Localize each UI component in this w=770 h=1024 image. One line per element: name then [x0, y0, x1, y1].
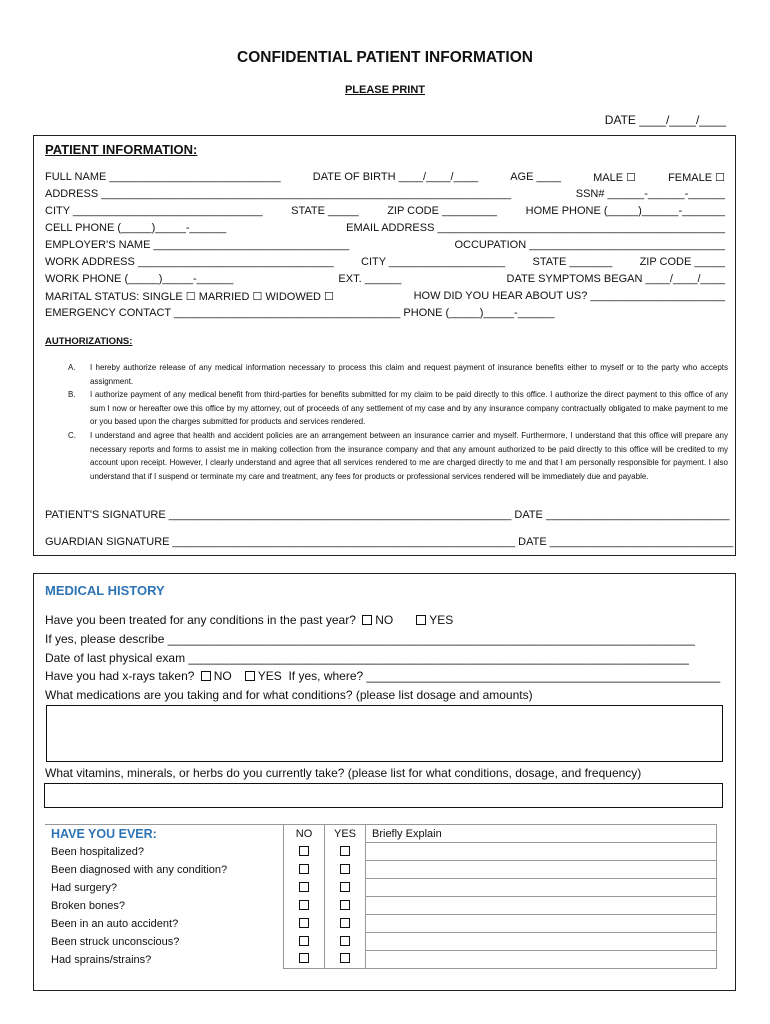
patient-info-field[interactable]: DATE OF BIRTH ____/____/____	[312, 171, 479, 183]
patient-info-row	[45, 290, 725, 303]
authorization-text: I understand and agree that health and accident policies are an arrangement between an insurance carrier and myself. Furthermore, I understand that this office will prepare any necessary reports and forms to assist me in making collection from the insurance company and that any amount authorized to be paid directly to this office will be credited to my account upon receipt. However, I clearly understand and agree that all services rendered to me are charged directly to me and that I am personally responsible for payment. I also understand that if I suspend or terminate my care and treatment, any fees for products or professional services rendered will be immediately due and payable.	[90, 431, 728, 481]
history-yes-cell	[325, 879, 366, 897]
history-no-checkbox[interactable]	[299, 918, 309, 928]
form-title: CONFIDENTIAL PATIENT INFORMATION	[237, 49, 533, 66]
table-row	[45, 915, 717, 933]
no-label: NO	[375, 613, 394, 627]
patient-info-field[interactable]: EMERGENCY CONTACT _____________________________________ PHONE (_____)_____-______	[45, 307, 555, 319]
patient-info-field[interactable]: WORK ADDRESS ________________________________	[45, 256, 334, 268]
patient-info-field[interactable]: CELL PHONE (_____)_____-______	[45, 222, 227, 234]
history-yes-checkbox[interactable]	[340, 846, 350, 856]
history-yes-checkbox[interactable]	[340, 953, 350, 963]
date-field[interactable]: DATE ____/____/____	[604, 113, 726, 127]
history-yes-checkbox[interactable]	[340, 882, 350, 892]
history-yes-cell	[325, 915, 366, 933]
history-yes-checkbox[interactable]	[340, 936, 350, 946]
table-row	[45, 951, 717, 969]
patient-info-field[interactable]: FEMALE ☐	[668, 172, 725, 184]
authorization-a	[68, 361, 728, 388]
patient-info-row	[45, 256, 725, 268]
patient-info-field[interactable]: AGE ____	[510, 171, 561, 183]
no-label: NO	[213, 669, 232, 683]
patient-signature-field[interactable]: PATIENT'S SIGNATURE ________________________________________________________ DATE ______________________________	[45, 509, 730, 521]
patient-info-field[interactable]: HOW DID YOU HEAR ABOUT US? ______________________	[413, 290, 725, 302]
patient-info-field[interactable]: ZIP CODE _____	[639, 256, 725, 268]
authorization-letter: A.	[68, 363, 76, 372]
authorizations-heading: AUTHORIZATIONS:	[45, 336, 133, 347]
describe-field[interactable]: If yes, please describe _______________________________________________________________________________	[45, 632, 695, 646]
yes-label: YES	[257, 669, 282, 683]
history-explain-field[interactable]	[366, 915, 717, 933]
xray-no-checkbox[interactable]	[201, 671, 211, 681]
treated-question	[45, 613, 453, 627]
table-row	[45, 897, 717, 915]
medications-question: What medications are you taking and for what conditions? (please list dosage and amounts)	[45, 688, 533, 702]
xray-question	[45, 669, 720, 683]
patient-info-row	[45, 222, 725, 234]
patient-info-row	[45, 273, 725, 285]
patient-info-field[interactable]: MARITAL STATUS: SINGLE ☐ MARRIED ☐ WIDOWED ☐	[45, 291, 334, 303]
col-yes-header: YES	[325, 825, 366, 843]
patient-info-field[interactable]: FULL NAME ____________________________	[45, 171, 281, 183]
guardian-signature-field[interactable]: GUARDIAN SIGNATURE ________________________________________________________ DATE ______________________________	[45, 536, 734, 548]
history-yes-cell	[325, 843, 366, 861]
history-no-checkbox[interactable]	[299, 900, 309, 910]
treated-yes-checkbox[interactable]	[416, 615, 426, 625]
history-no-cell	[284, 843, 325, 861]
patient-info-row	[45, 239, 725, 251]
patient-info-row	[45, 307, 725, 319]
medical-history-heading: MEDICAL HISTORY	[45, 583, 165, 598]
history-yes-cell	[325, 951, 366, 969]
patient-info-field[interactable]: EMPLOYER'S NAME ________________________________	[45, 239, 350, 251]
have-you-ever-table	[45, 824, 717, 969]
history-no-cell	[284, 933, 325, 951]
patient-info-field[interactable]: STATE _____	[291, 205, 359, 217]
authorization-letter: B.	[68, 390, 76, 399]
patient-info-field[interactable]: CITY ___________________	[361, 256, 506, 268]
history-question: Broken bones?	[45, 897, 284, 915]
medications-textbox[interactable]	[46, 705, 723, 762]
patient-info-field[interactable]: DATE SYMPTOMS BEGAN ____/____/____	[506, 273, 725, 285]
history-no-cell	[284, 951, 325, 969]
patient-info-field[interactable]: EMAIL ADDRESS _______________________________________________	[346, 222, 725, 234]
history-no-checkbox[interactable]	[299, 846, 309, 856]
patient-info-field[interactable]: STATE _______	[532, 256, 613, 268]
table-row	[45, 843, 717, 861]
history-question: Been diagnosed with any condition?	[45, 861, 284, 879]
history-yes-cell	[325, 933, 366, 951]
history-question: Had surgery?	[45, 879, 284, 897]
patient-info-field[interactable]: CITY _______________________________	[45, 205, 263, 217]
history-explain-field[interactable]	[366, 879, 717, 897]
authorization-text: I hereby authorize release of any medical information necessary to process this claim and request payment of insurance benefits either to myself or to the party who accepts assignment.	[90, 363, 728, 386]
patient-info-field[interactable]: HOME PHONE (_____)______-_______	[525, 205, 725, 217]
table-row	[45, 933, 717, 951]
patient-info-field[interactable]: ZIP CODE _________	[387, 205, 498, 217]
history-explain-field[interactable]	[366, 897, 717, 915]
patient-info-row	[45, 205, 725, 217]
history-no-cell	[284, 879, 325, 897]
history-yes-checkbox[interactable]	[340, 864, 350, 874]
history-yes-checkbox[interactable]	[340, 900, 350, 910]
xray-where-field[interactable]: If yes, where? _____________________________________________________	[288, 669, 721, 683]
history-explain-field[interactable]	[366, 861, 717, 879]
vitamins-question: What vitamins, minerals, or herbs do you currently take? (please list for what conditions, dosage, and frequency)	[45, 766, 642, 780]
patient-info-field[interactable]: EXT. ______	[338, 273, 402, 285]
treated-no-checkbox[interactable]	[362, 615, 372, 625]
patient-info-heading: PATIENT INFORMATION:	[45, 142, 198, 157]
history-question: Been hospitalized?	[45, 843, 284, 861]
history-yes-cell	[325, 897, 366, 915]
history-no-checkbox[interactable]	[299, 936, 309, 946]
table-row	[45, 879, 717, 897]
form-subtitle: PLEASE PRINT	[344, 84, 426, 96]
col-no-header: NO	[284, 825, 325, 843]
patient-info-field[interactable]: WORK PHONE (_____)_____-______	[45, 273, 234, 285]
xray-yes-checkbox[interactable]	[245, 671, 255, 681]
vitamins-textbox[interactable]	[44, 783, 723, 808]
history-no-cell	[284, 897, 325, 915]
history-question: Been in an auto accident?	[45, 915, 284, 933]
history-yes-checkbox[interactable]	[340, 918, 350, 928]
history-question: Been struck unconscious?	[45, 933, 284, 951]
treated-question-text: Have you been treated for any conditions in the past year?	[45, 613, 356, 627]
patient-info-field[interactable]: ADDRESS ___________________________________________________________________	[45, 188, 512, 200]
authorization-b	[68, 388, 728, 429]
yes-label: YES	[429, 613, 454, 627]
patient-info-field[interactable]: SSN# ______-______-______	[575, 188, 725, 200]
patient-info-field[interactable]: OCCUPATION ________________________________	[454, 239, 725, 251]
history-no-checkbox[interactable]	[299, 864, 309, 874]
history-question: Had sprains/strains?	[45, 951, 284, 969]
authorization-c	[68, 429, 728, 483]
have-you-ever-heading: HAVE YOU EVER:	[45, 825, 284, 843]
patient-info-row	[45, 188, 725, 200]
history-no-checkbox[interactable]	[299, 882, 309, 892]
history-explain-field[interactable]	[366, 951, 717, 969]
patient-info-row	[45, 171, 725, 184]
patient-info-field[interactable]: MALE ☐	[593, 172, 636, 184]
history-explain-field[interactable]	[366, 933, 717, 951]
xray-question-text: Have you had x-rays taken?	[45, 669, 195, 683]
authorization-text: I authorize payment of any medical benefit from third-parties for benefits submitted for my claim to be paid directly to this office. I authorize the direct payment to this office of any sum I now or hereafter owe this office by my attorney, out of proceeds of any settlement of my case and by any insurance company contractually obligated to make payment to me or you based upon the charges submitted for products and services rendered.	[90, 390, 728, 427]
authorization-letter: C.	[68, 431, 76, 440]
table-row	[45, 861, 717, 879]
history-no-cell	[284, 915, 325, 933]
last-physical-field[interactable]: Date of last physical exam ___________________________________________________________________________	[45, 651, 689, 665]
col-explain-header: Briefly Explain	[366, 825, 717, 843]
history-yes-cell	[325, 861, 366, 879]
history-explain-field[interactable]	[366, 843, 717, 861]
history-no-checkbox[interactable]	[299, 953, 309, 963]
history-no-cell	[284, 861, 325, 879]
